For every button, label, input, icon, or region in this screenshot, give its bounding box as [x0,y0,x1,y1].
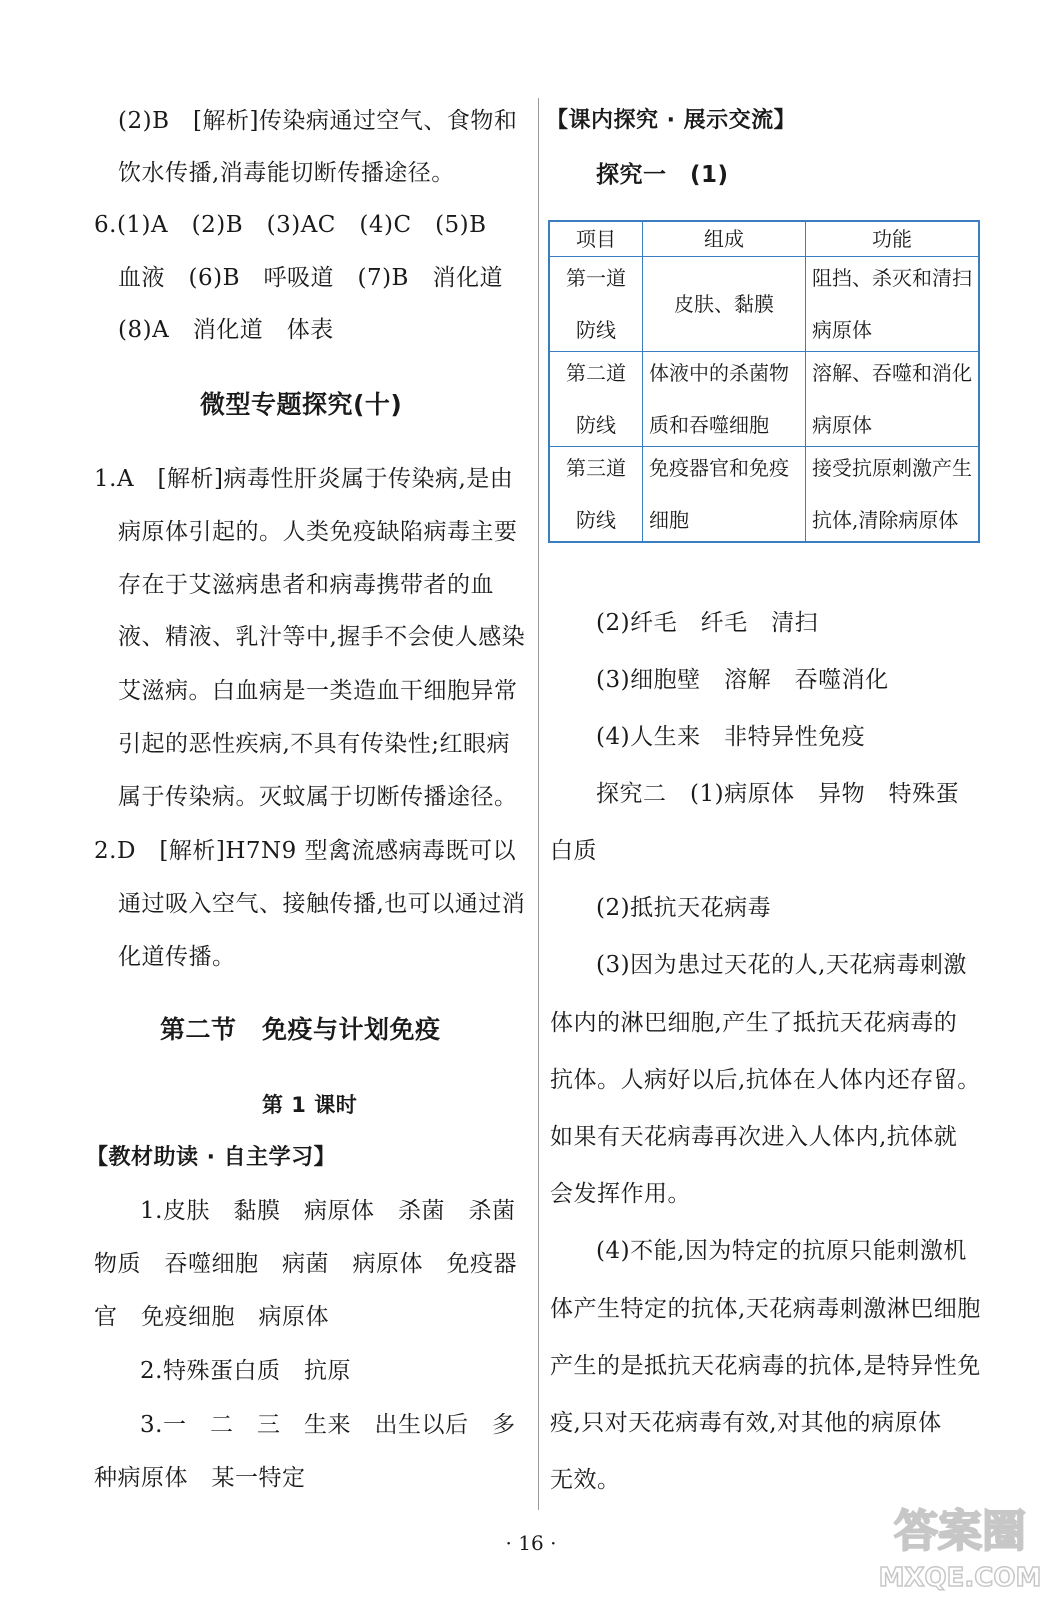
table-cell [643,447,806,543]
answer-line: 饮水传播,消毒能切断传播途径。 [118,160,455,186]
answer-line: 1.皮肤 黏膜 病原体 杀菌 杀菌 [140,1198,516,1224]
table-cell [643,257,806,352]
answer-line: 引起的恶性疾病,不具有传染性;红眼病 [118,731,511,757]
cell-line: 防线 [576,318,616,342]
cell-line: 防线 [576,413,616,437]
answer-line: (2)纤毛 纤毛 清扫 [596,610,819,636]
cell-line: 皮肤、黏膜 [674,292,774,316]
answer-line: 探究二 (1)病原体 异物 特殊蛋 [596,781,960,807]
cell-line: 免疫器官和免疫 [649,456,789,480]
table-header-cell: 功能 [806,221,980,257]
answer-line: 会发挥作用。 [550,1181,691,1207]
answer-line: 血液 (6)B 呼吸道 (7)B 消化道 [118,265,503,291]
answer-line: 体内的淋巴细胞,产生了抵抗天花病毒的 [550,1010,958,1036]
table-header-cell: 项目 [549,221,643,257]
table-cell [643,352,806,447]
answer-line: 液、精液、乳汁等中,握手不会使人感染 [118,624,526,650]
watermark-text: MXQE.COM [878,1563,1042,1593]
cell-line: 防线 [576,508,616,532]
answer-line: 存在于艾滋病患者和病毒携带者的血 [118,572,494,598]
section-title: 微型专题探究(十) [200,390,403,419]
table-row [549,352,979,447]
cell-line: 细胞 [649,508,689,532]
answer-line: (2)B [解析]传染病通过空气、食物和 [118,108,518,134]
table-cell [806,352,980,447]
column-divider [538,98,539,1510]
answer-line: 1.A [解析]病毒性肝炎属于传染病,是由 [94,466,514,492]
table-cell [806,257,980,352]
probe-label [596,160,729,190]
answer-line: 3.一 二 三 生来 出生以后 多 [140,1412,516,1438]
table-row [549,257,979,352]
cell-line: 体液中的杀菌物 [649,361,789,385]
answer-line: 无效。 [550,1467,621,1493]
answer-line: 化道传播。 [118,944,236,970]
answer-line: 物质 吞噬细胞 病菌 病原体 免疫器 [94,1251,517,1277]
cell-line: 抗体,清除病原体 [812,508,959,532]
answer-line: 2.D [解析]H7N9 型禽流感病毒既可以 [94,838,517,864]
page-number: · 16 · [505,1531,557,1555]
answer-line: (4)不能,因为特定的抗原只能刺激机 [596,1238,967,1264]
subsection-heading: 【教材助读 · 自主学习】 [86,1145,337,1170]
answer-line: 病原体引起的。人类免疫缺陷病毒主要 [118,519,518,545]
answer-line: 体产生特定的抗体,天花病毒刺激淋巴细胞 [550,1296,981,1322]
cell-line: 第三道 [566,456,626,480]
answer-line: 疫,只对天花病毒有效,对其他的病原体 [550,1410,942,1436]
watermark-logo [862,1494,1058,1594]
cell-line: 病原体 [812,413,872,437]
cell-line: 溶解、吞噬和消化 [812,361,972,385]
cell-line: 第一道 [566,266,626,290]
cell-line: 阻挡、杀灭和清扫 [812,266,972,290]
subsection-heading: 【课内探究 · 展示交流】 [546,108,797,133]
table-cell [549,447,643,543]
answer-line: 抗体。人病好以后,抗体在人体内还存留。 [550,1067,981,1093]
answer-line: 种病原体 某一特定 [94,1465,306,1491]
table-cell [549,257,643,352]
defense-line-table [548,220,980,543]
answer-line: (4)人生来 非特异性免疫 [596,724,866,750]
answer-line: 艾滋病。白血病是一类造血干细胞异常 [118,678,518,704]
table-header-cell: 组成 [643,221,806,257]
answer-line: (3)细胞壁 溶解 吞噬消化 [596,667,889,693]
section-title: 第二节 免疫与计划免疫 [160,1015,441,1044]
answer-line: (3)因为患过天花的人,天花病毒刺激 [596,952,967,978]
answer-line: 通过吸入空气、接触传播,也可以通过消 [118,891,526,917]
lesson-title: 第 1 课时 [262,1093,358,1117]
table-header-row [549,221,979,257]
cell-line: 病原体 [812,318,872,342]
answer-line: 官 免疫细胞 病原体 [94,1304,329,1330]
answer-line: 白质 [550,838,597,864]
cell-line: 第二道 [566,361,626,385]
answer-line: 产生的是抵抗天花病毒的抗体,是特异性免 [550,1353,981,1379]
table-cell [806,447,980,543]
answer-line: 属于传染病。灭蚊属于切断传播途径。 [118,784,518,810]
table-row [549,447,979,543]
answer-line: 6.(1)A (2)B (3)AC (4)C (5)B [94,212,487,238]
table-cell [549,352,643,447]
probe-text: 探究一 (1) [596,162,729,188]
answer-line: 2.特殊蛋白质 抗原 [140,1358,351,1384]
answer-line: 如果有天花病毒再次进入人体内,抗体就 [550,1124,958,1150]
cell-line: 质和吞噬细胞 [649,413,769,437]
answer-line: (8)A 消化道 体表 [118,317,334,343]
watermark-text: 答案圈 [894,1506,1026,1557]
cell-line: 接受抗原刺激产生 [812,456,972,480]
answer-line: (2)抵抗天花病毒 [596,895,772,921]
